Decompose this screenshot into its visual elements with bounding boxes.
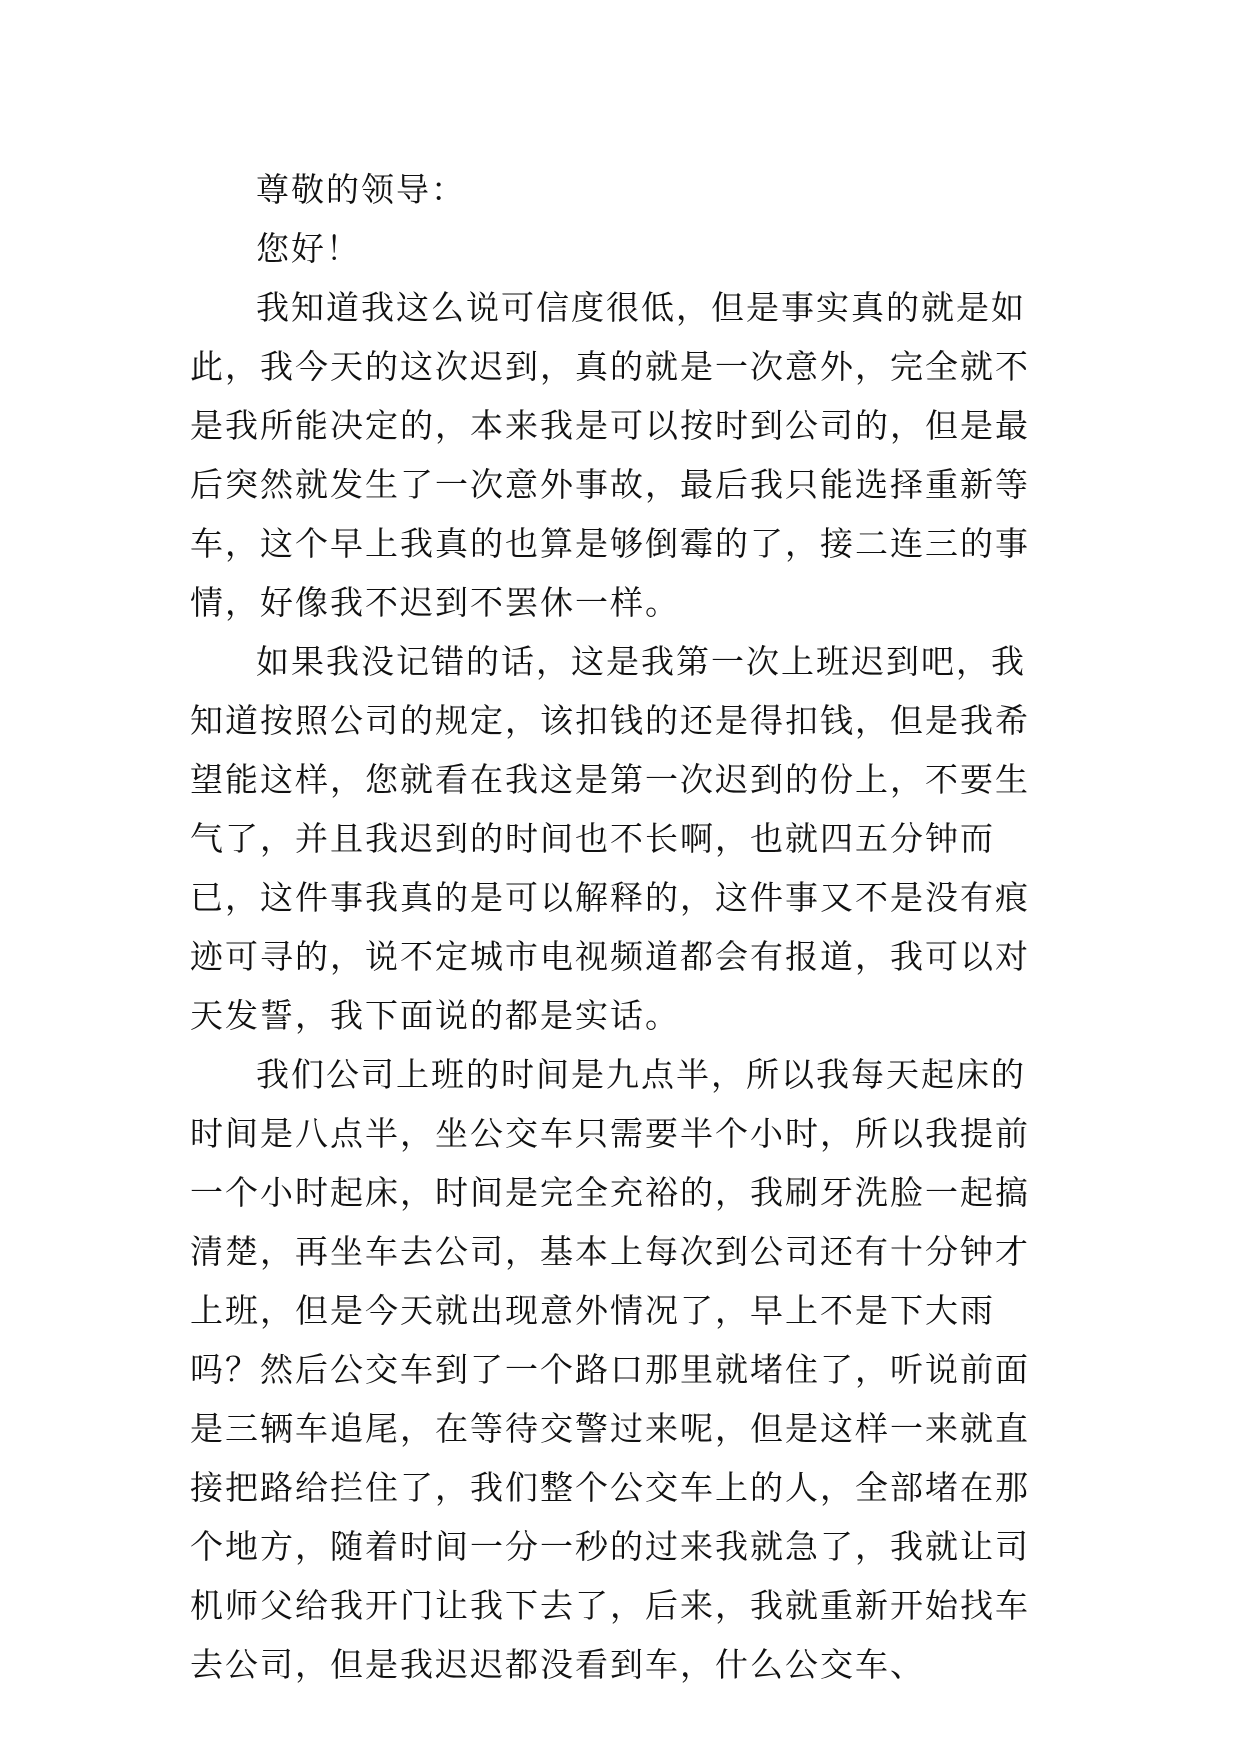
letter-salutation: 尊敬的领导： xyxy=(256,170,466,209)
letter-paragraph-2: 如果我没记错的话，这是我第一次上班迟到吧，我知道按照公司的规定，该扣钱的还是得扣钱，但是我希望能这样，您就看在我这是第一次迟到的份上，不要生气了，并且我迟到的时间也不长啊，也就四五分钟而已，这件事我真的是可以解释的，这件事又不是没有痕迹可寻的，说不定城市电视频道都会有报道，我可以对天发誓，我下面说的都是实话。 xyxy=(190,642,1030,1035)
letter-greeting: 您好！ xyxy=(256,229,361,268)
letter-paragraph-3: 我们公司上班的时间是九点半，所以我每天起床的时间是八点半，坐公交车只需要半个小时，所以我提前一个小时起床，时间是完全充裕的，我刷牙洗脸一起搞清楚，再坐车去公司，基本上每次到公司还有十分钟才上班，但是今天就出现意外情况了，早上不是下大雨吗？然后公交车到了一个路口那里就堵住了，听说前面是三辆车追尾，在等待交警过来呢，但是这样一来就直接把路给拦住了，我们整个公交车上的人，全部堵在那个地方，随着时间一分一秒的过来我就急了，我就让司机师父给我开门让我下去了，后来，我就重新开始找车去公司，但是我迟迟都没看到车，什么公交车、 xyxy=(190,1055,1030,1684)
letter-paragraph-1: 我知道我这么说可信度很低，但是事实真的就是如此，我今天的这次迟到，真的就是一次意外，完全就不是我所能决定的，本来我是可以按时到公司的，但是最后突然就发生了一次意外事故，最后我只能选择重新等车，这个早上我真的也算是够倒霉的了，接二连三的事情，好像我不迟到不罢休一样。 xyxy=(190,288,1030,622)
letter-body xyxy=(190,160,1056,1694)
